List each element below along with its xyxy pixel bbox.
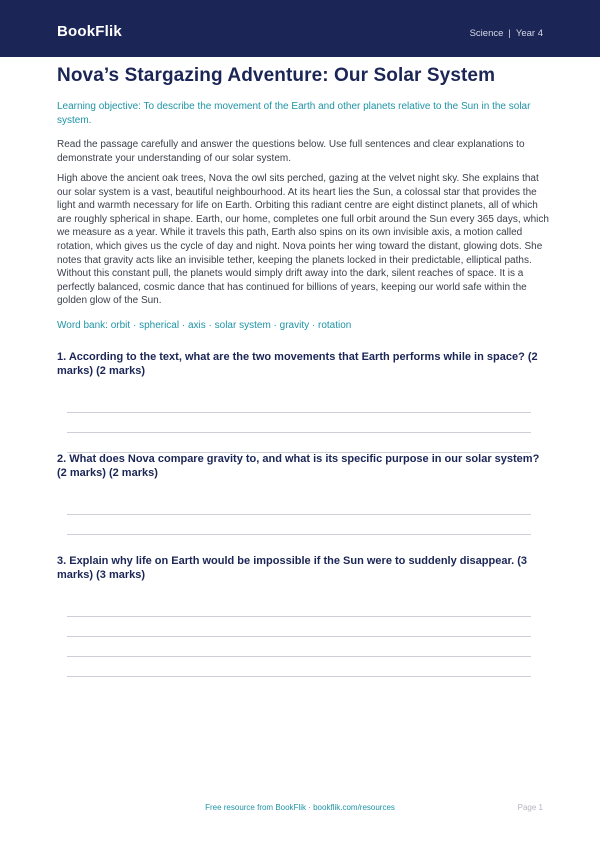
answer-line[interactable] xyxy=(67,412,531,413)
footer-text: Free resource from BookFlik · bookflik.com/resources xyxy=(205,803,395,812)
subject-year-label xyxy=(470,28,543,39)
answer-line[interactable] xyxy=(67,514,531,515)
meta-separator: | xyxy=(508,28,511,39)
reading-passage: High above the ancient oak trees, Nova the owl sits perched, gazing at the velvet night sky. She explains that our solar system is a vast, beautiful neighbourhood. At its heart lies the Sun, a colossal star that provides the light and warmth necessary for life on Earth. Orbiting this radiant centre are eight distinct planets, all of which are roughly spherical in shape. Earth, our home, completes one full orbit around the Sun every 365 days, which we measure as a year. While it travels this path, Earth also spins on its own invisible axis, a motion called rotation, which gives us the cycle of day and night. Nova points her wing toward the distant, glowing dots. She notes that gravity acts like an invisible tether, keeping the planets locked in their predictable, elliptical paths. Without this constant pull, the planets would simply drift away into the dark, silent reaches of space. It is a perfectly balanced, cosmic dance that has continued for billions of years, keeping our world safe within the golden glow of the Sun. xyxy=(57,173,549,307)
subject-label: Science xyxy=(469,28,504,39)
page-title: Nova’s Stargazing Adventure: Our Solar System xyxy=(57,65,496,86)
answer-line[interactable] xyxy=(67,616,531,617)
brand-logo: BookFlik xyxy=(57,23,122,40)
word-bank: Word bank: orbit · spherical · axis · solar system · gravity · rotation xyxy=(57,320,352,331)
question-2: 2. What does Nova compare gravity to, and what is its specific purpose in our solar system? (2 marks) (2 marks) xyxy=(57,453,540,479)
answer-line[interactable] xyxy=(67,636,531,637)
page-header xyxy=(0,0,600,57)
page-number: Page 1 xyxy=(517,803,543,812)
instructions: Read the passage carefully and answer the questions below. Use full sentences and clear explanations to demonstrate your understanding of our solar system. xyxy=(57,139,525,164)
answer-line[interactable] xyxy=(67,432,531,433)
answer-line[interactable] xyxy=(67,656,531,657)
learning-objective: Learning objective: To describe the movement of the Earth and other planets relative to the Sun in the solar system. xyxy=(57,101,531,126)
answer-line[interactable] xyxy=(67,676,531,677)
question-3: 3. Explain why life on Earth would be impossible if the Sun were to suddenly disappear. (3 marks) (3 marks) xyxy=(57,555,528,581)
question-1: 1. According to the text, what are the two movements that Earth performs while in space? (2 marks) (2 marks) xyxy=(57,351,538,377)
answer-line[interactable] xyxy=(67,534,531,535)
year-label: Year 4 xyxy=(515,28,543,39)
